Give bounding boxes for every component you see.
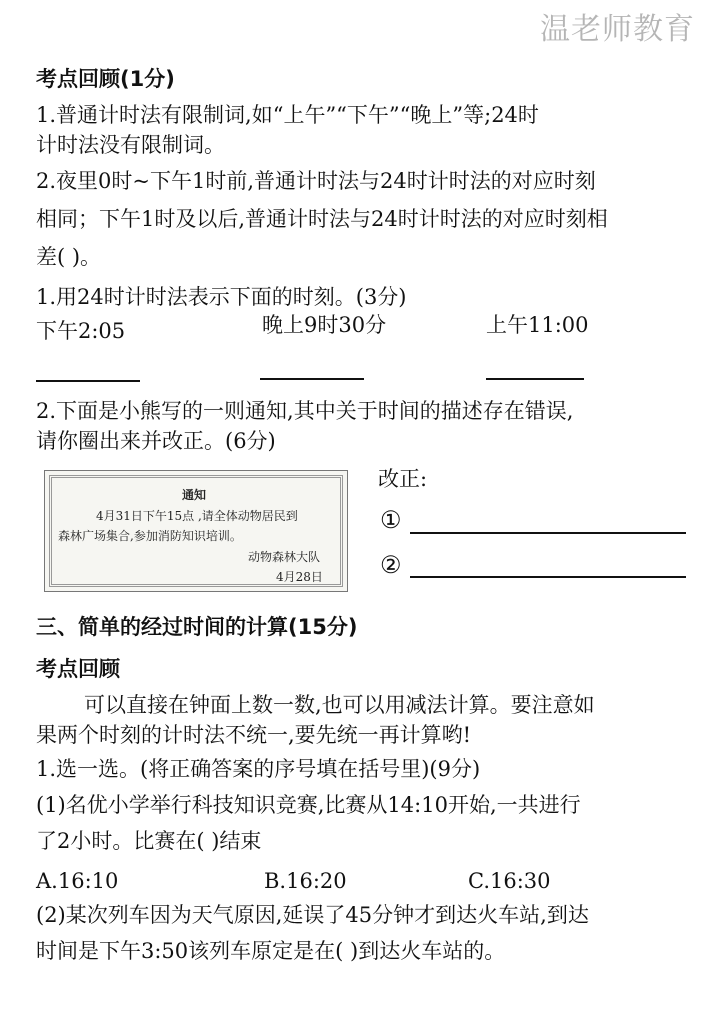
notice-date: 4月28日 — [276, 570, 323, 584]
option-c: C.16:30 — [468, 869, 551, 893]
correction-blank-1[interactable] — [410, 532, 686, 534]
answer-blank-1[interactable] — [36, 380, 140, 382]
option-a: A.16:10 — [36, 869, 119, 893]
subquestion-1-line-2: 了2小时。比赛在( )结束 — [36, 829, 262, 853]
correction-marker-1: ① — [380, 506, 402, 534]
time-item-3: 上午11:00 — [486, 313, 589, 337]
question-1-prompt: 1.用24时计时法表示下面的时刻。(3分) — [36, 285, 407, 309]
review-point-1-line-2: 计时法没有限制词。 — [36, 133, 225, 157]
watermark: 温老师教育 — [540, 12, 695, 47]
review-point-2-line-1: 2.夜里0时~下午1时前,普通计时法与24时计时法的对应时刻 — [36, 169, 596, 193]
notice-image — [44, 470, 348, 592]
question-2-prompt-line-2: 请你圈出来并改正。(6分) — [36, 429, 276, 453]
review-point-1-line-1: 1.普通计时法有限制词,如“上午”“下午”“晚上”等;24时 — [36, 103, 539, 127]
correction-label: 改正: — [378, 467, 428, 491]
subquestion-1-line-1: (1)名优小学举行科技知识竞赛,比赛从14:10开始,一共进行 — [36, 793, 581, 817]
section-3-review-line-2: 果两个时刻的计时法不统一,要先统一再计算哟! — [36, 723, 472, 747]
section-3-review-heading: 考点回顾 — [36, 657, 120, 681]
notice-line-2: 森林广场集合,参加消防知识培训。 — [58, 529, 242, 543]
answer-blank-3[interactable] — [486, 378, 584, 380]
section-3-heading: 三、简单的经过时间的计算(15分) — [36, 615, 358, 639]
option-b: B.16:20 — [264, 869, 347, 893]
subquestion-2-line-2: 时间是下午3:50该列车原定是在( )到达火车站的。 — [36, 939, 506, 963]
notice-line-1: 4月31日下午15点 ,请全体动物居民到 — [96, 509, 298, 523]
section-3-review-line-1: 可以直接在钟面上数一数,也可以用减法计算。要注意如 — [84, 693, 595, 717]
question-2-prompt-line-1: 2.下面是小熊写的一则通知,其中关于时间的描述存在错误, — [36, 399, 574, 423]
time-item-2: 晚上9时30分 — [262, 313, 387, 337]
review-point-2-line-3: 差( )。 — [36, 245, 102, 269]
review-heading: 考点回顾(1分) — [36, 67, 175, 91]
notice-signer: 动物森林大队 — [248, 550, 321, 564]
question-3-prompt: 1.选一选。(将正确答案的序号填在括号里)(9分) — [36, 757, 481, 781]
correction-blank-2[interactable] — [410, 576, 686, 578]
answer-blank-2[interactable] — [260, 378, 364, 380]
time-item-1: 下午2:05 — [36, 319, 126, 343]
notice-title: 通知 — [182, 488, 207, 502]
correction-marker-2: ② — [380, 551, 402, 579]
subquestion-2-line-1: (2)某次列车因为天气原因,延误了45分钟才到达火车站,到达 — [36, 903, 589, 927]
review-point-2-line-2: 相同；下午1时及以后,普通计时法与24时计时法的对应时刻相 — [36, 207, 608, 231]
